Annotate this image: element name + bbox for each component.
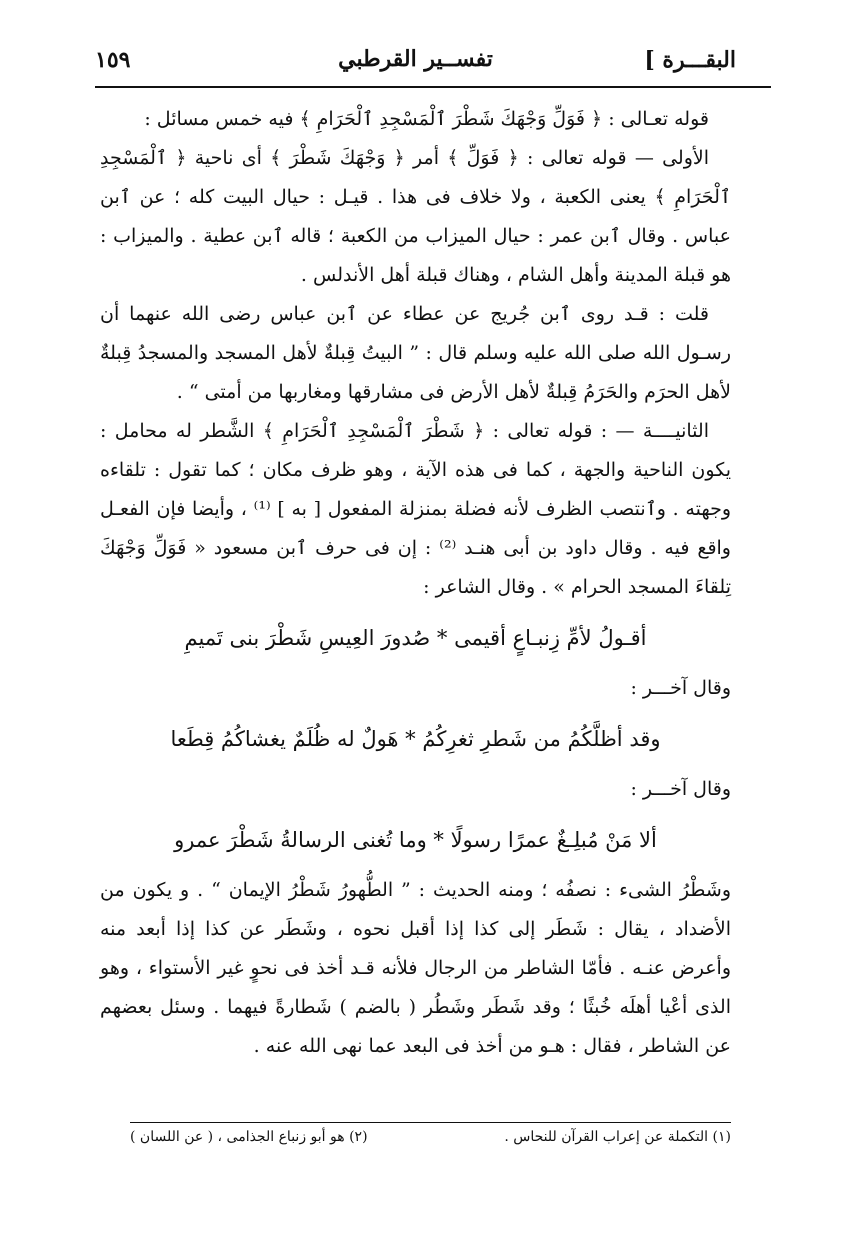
footnote-2: (٢) هو أبو زنباع الجذامى ، ( عن اللسان ) [130, 1129, 368, 1145]
page-number: ١٥٩ [95, 47, 131, 73]
paragraph-hadith: قلت : قـد روى ٱبن جُريج عن عطاء عن ٱبن عباس رضى الله عنهما أن رسـول الله صلى الله عليه وسلم قال : ” البيتُ قِبلةٌ لأهل المسجد والمسجدُ قِبلةٌ لأهل الحرَم والحَرَمُ قِبلةٌ لأهل الأرض فى مشارقها ومغاربها من أمتى “ . [100, 303, 731, 403]
paragraph-first-issue: الأولى — قوله تعالى : ﴿ فَوَلِّ ﴾ أمر ﴿ وَجْهَكَ شَطْرَ ﴾ أى ناحية ﴿ ٱلْمَسْجِدِ ٱلْحَرَامِ ﴾ يعنى الكعبة ، ولا خلاف فى هذا . قيـل : حيال البيت كله ؛ عن ٱبن عباس . وقال ٱبن عمر : حيال الميزاب من الكعبة ؛ قاله ٱبن عطية . والميزاب : هو قبلة المدينة وأهل الشام ، وهناك قبلة أهل الأندلس . [100, 147, 731, 286]
footnotes [130, 1124, 731, 1150]
paragraph-closing: وشَطْرُ الشىء : نصفُه ؛ ومنه الحديث : ” الطُّهورُ شَطْرُ الإيمان “ . و يكون من الأضداد ، يقال : شَطَر إلى كذا إذا أقبل نحوه ، وشَطَر عن كذا إذا أبعد منه وأعرض عنـه . فأمّا الشاطر من الرجال فلأنه قـد أخذ فى نحوٍ غير الأستواء ، وهو الذى أعْيا أهلَه خُبثًا ؛ وقد شَطَر وشَطُر ( بالضم ) شَطارةً فيهما . وسئل بعضهم عن الشاطر ، فقال : هـو من أخذ فى البعد عما نهى الله عنه . [100, 879, 731, 1057]
page-header [95, 40, 736, 80]
poetry-verse-3: ألا مَنْ مُبلِـغٌ عمرًا رسولًا * وما تُغنى الرسالةُ شَطْرَ عمرو [174, 828, 657, 852]
book-title: تفســير القرطبي [338, 46, 493, 72]
poetry-verse-2: وقد أظلَّكُمُ من شَطرِ ثغرِكُمُ * هَولٌ له ظُلَمٌ يغشاكُمُ قِطَعا [170, 727, 661, 751]
footnote-1: (١) التكملة عن إعراب القرآن للنحاس . [504, 1129, 731, 1145]
verse-intro-2: وقال آخـــر : [630, 677, 731, 699]
poetry-verse-1: أقـولُ لأمِّ زِنبـاعٍ أقيمى * صُدورَ العِيسِ شَطْرَ بنى تَميمِ [184, 626, 647, 650]
paragraph-second-issue: الثانيــــة — : قوله تعالى : ﴿ شَطْرَ ٱلْمَسْجِدِ ٱلْحَرَامِ ﴾ الشَّطر له محامل : يكون الناحية والجهة ، كما فى هذه الآية ، وهو ظرف مكان ؛ كما تقول : تلقاءه وجهته . وٱنتصب الظرف لأنه فضلة بمنزلة المفعول [ به ] ⁽¹⁾ ، وأيضا فإن الفعـل واقع فيه . وقال داود بن أبى هنـد ⁽²⁾ : إن فى حرف ٱبن مسعود « فَوَلِّ وَجْهَكَ تِلقاءَ المسجد الحرام » . وقال الشاعر : [100, 420, 731, 598]
paragraph-intro: قوله تعـالى : ﴿ فَوَلِّ وَجْهَكَ شَطْرَ ٱلْمَسْجِدِ ٱلْحَرَامِ ﴾ فيه خمس مسائل : [144, 108, 709, 130]
verse-intro-3: وقال آخـــر : [630, 778, 731, 800]
chapter-heading: البقـــرة ] [644, 47, 736, 73]
header-rule [95, 86, 771, 88]
footnote-rule [130, 1122, 731, 1123]
main-text [100, 100, 731, 1066]
